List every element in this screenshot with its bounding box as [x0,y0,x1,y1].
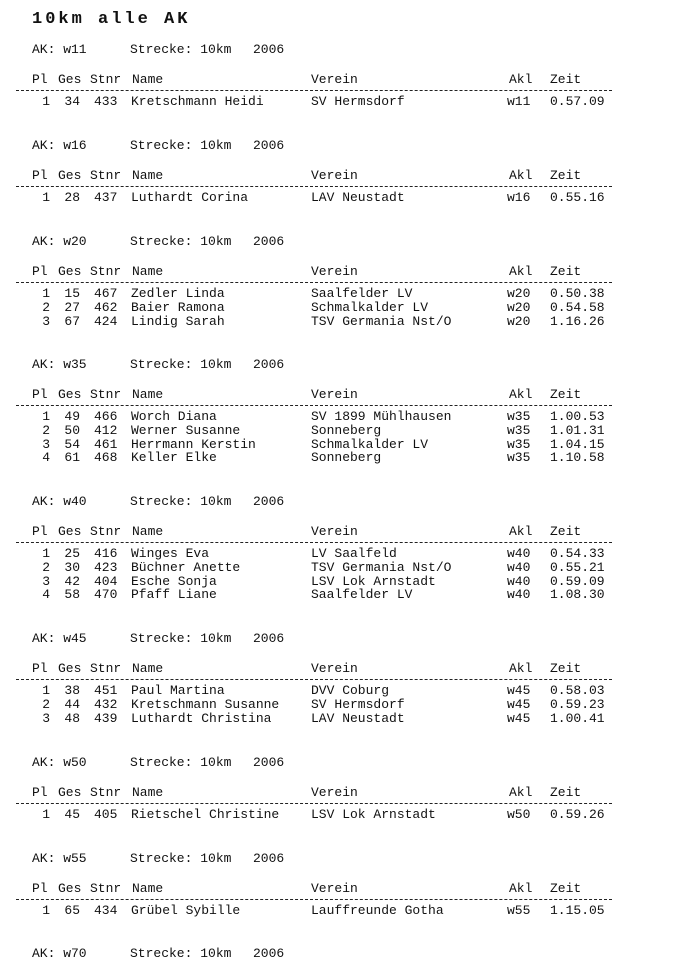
year-label: 2006 [253,755,285,770]
header-pl: Pl [32,524,48,539]
cell-akl: w11 [507,94,531,109]
cell-stnr: 423 [94,559,118,575]
header-ges: Ges [58,387,82,402]
cell-ges: 61 [64,450,80,466]
dashed-divider [16,899,612,900]
age-group-line [32,42,285,57]
cell-ges: 48 [64,710,80,726]
cell-name: Kretschmann Heidi [131,94,264,109]
cell-akl: w35 [507,422,531,438]
cell-name: Rietschel Christine [131,807,280,822]
dashed-divider [16,679,612,680]
cell-stnr: 467 [94,286,118,301]
header-ges: Ges [58,524,82,539]
cell-name: Paul Martina [131,683,225,698]
cell-ges: 42 [64,573,80,589]
header-name: Name [132,661,164,676]
cell-verein: TSV Germania Nst/O [311,313,452,329]
header-verein: Verein [311,785,358,800]
cell-stnr: 462 [94,299,118,315]
cell-akl: w20 [507,313,531,329]
header-verein: Verein [311,881,358,896]
header-akl: Akl [509,524,533,539]
year-label: 2006 [253,851,285,866]
header-stnr: Stnr [90,387,122,402]
cell-zeit: 0.58.03 [550,683,605,698]
cell-akl: w35 [507,436,531,452]
cell-ges: 27 [64,299,80,315]
cell-ges: 50 [64,422,80,438]
age-group-line [32,631,285,646]
column-header [32,168,612,186]
dashed-divider [16,803,612,804]
header-stnr: Stnr [90,264,122,279]
cell-zeit: 0.57.09 [550,94,605,109]
header-zeit: Zeit [550,881,582,896]
cell-pl: 3 [42,313,50,329]
cell-name: Werner Susanne [131,422,241,438]
header-verein: Verein [311,387,358,402]
header-name: Name [132,387,164,402]
column-header [32,524,612,542]
header-stnr: Stnr [90,785,122,800]
header-verein: Verein [311,661,358,676]
cell-zeit: 0.50.38 [550,286,605,301]
cell-verein: Sonneberg [311,422,382,438]
cell-akl: w40 [507,546,531,561]
header-stnr: Stnr [90,524,122,539]
cell-pl: 1 [42,683,50,698]
year-label: 2006 [253,138,285,153]
distance-label: Strecke: 10km [130,42,232,57]
cell-ges: 28 [64,190,80,205]
header-ges: Ges [58,168,82,183]
cell-verein: LSV Lok Arnstadt [311,573,436,589]
age-group-line [32,138,285,153]
cell-name: Luthardt Corina [131,190,249,205]
table-row [0,561,700,575]
cell-akl: w45 [507,696,531,712]
cell-pl: 3 [42,436,50,452]
cell-name: Herrmann Kerstin [131,436,256,452]
cell-pl: 4 [42,450,50,466]
cell-name: Kretschmann Susanne [131,696,280,712]
header-name: Name [132,264,164,279]
cell-akl: w50 [507,807,531,822]
header-verein: Verein [311,264,358,279]
age-class-label: AK: w20 [32,234,87,249]
cell-name: Lindig Sarah [131,313,225,329]
distance-label: Strecke: 10km [130,494,232,509]
header-pl: Pl [32,785,48,800]
cell-pl: 1 [42,903,50,918]
header-akl: Akl [509,881,533,896]
cell-verein: Saalfelder LV [311,286,413,301]
cell-zeit: 0.59.26 [550,807,605,822]
table-row [0,410,700,424]
age-class-label: AK: w35 [32,357,87,372]
age-class-label: AK: w11 [32,42,87,57]
cell-ges: 25 [64,546,80,561]
column-header [32,387,612,405]
cell-zeit: 1.01.31 [550,422,605,438]
cell-verein: Schmalkalder LV [311,299,429,315]
cell-akl: w45 [507,683,531,698]
cell-ges: 44 [64,696,80,712]
cell-akl: w20 [507,299,531,315]
cell-verein: LSV Lok Arnstadt [311,807,436,822]
header-stnr: Stnr [90,72,122,87]
cell-verein: LV Saalfeld [311,546,397,561]
cell-verein: DVV Coburg [311,683,390,698]
cell-zeit: 1.10.58 [550,450,605,466]
cell-stnr: 416 [94,546,118,561]
cell-pl: 1 [42,409,50,424]
year-label: 2006 [253,494,285,509]
header-akl: Akl [509,264,533,279]
age-group-line [32,851,285,866]
cell-zeit: 1.00.41 [550,710,605,726]
cell-name: Pfaff Liane [131,587,217,603]
cell-name: Zedler Linda [131,286,225,301]
cell-zeit: 0.54.33 [550,546,605,561]
year-label: 2006 [253,42,285,57]
header-akl: Akl [509,387,533,402]
column-header [32,661,612,679]
cell-zeit: 1.16.26 [550,313,605,329]
header-name: Name [132,72,164,87]
header-zeit: Zeit [550,524,582,539]
cell-pl: 1 [42,190,50,205]
cell-akl: w45 [507,710,531,726]
age-class-label: AK: w16 [32,138,87,153]
cell-pl: 1 [42,546,50,561]
cell-zeit: 0.54.58 [550,299,605,315]
cell-pl: 1 [42,94,50,109]
header-zeit: Zeit [550,264,582,279]
header-zeit: Zeit [550,168,582,183]
cell-zeit: 1.15.05 [550,903,605,918]
table-row [0,315,700,329]
column-header [32,264,612,282]
table-row [0,287,700,301]
cell-pl: 1 [42,286,50,301]
year-label: 2006 [253,631,285,646]
header-stnr: Stnr [90,881,122,896]
column-header [32,881,612,899]
header-akl: Akl [509,168,533,183]
cell-zeit: 1.00.53 [550,409,605,424]
age-class-label: AK: w55 [32,851,87,866]
cell-stnr: 466 [94,409,118,424]
header-ges: Ges [58,661,82,676]
cell-ges: 67 [64,313,80,329]
cell-verein: SV Hermsdorf [311,94,405,109]
dashed-divider [16,282,612,283]
cell-verein: SV 1899 Mühlhausen [311,409,452,424]
cell-verein: TSV Germania Nst/O [311,559,452,575]
header-pl: Pl [32,168,48,183]
cell-verein: Sonneberg [311,450,382,466]
cell-stnr: 404 [94,573,118,589]
header-zeit: Zeit [550,785,582,800]
table-row [0,698,700,712]
cell-stnr: 432 [94,696,118,712]
header-name: Name [132,881,164,896]
cell-stnr: 439 [94,710,118,726]
header-name: Name [132,168,164,183]
cell-pl: 2 [42,422,50,438]
header-ges: Ges [58,785,82,800]
header-stnr: Stnr [90,661,122,676]
cell-ges: 58 [64,587,80,603]
cell-akl: w40 [507,587,531,603]
cell-name: Worch Diana [131,409,217,424]
cell-verein: Saalfelder LV [311,587,413,603]
table-row [0,808,700,822]
page-title: 10km alle AK [32,10,191,29]
cell-akl: w20 [507,286,531,301]
age-class-label: AK: w70 [32,946,87,961]
cell-name: Baier Ramona [131,299,225,315]
cell-pl: 1 [42,807,50,822]
cell-name: Esche Sonja [131,573,217,589]
cell-zeit: 0.59.09 [550,573,605,589]
cell-stnr: 437 [94,190,118,205]
cell-ges: 45 [64,807,80,822]
cell-verein: SV Hermsdorf [311,696,405,712]
header-verein: Verein [311,524,358,539]
header-verein: Verein [311,168,358,183]
table-row [0,712,700,726]
cell-akl: w16 [507,190,531,205]
distance-label: Strecke: 10km [130,631,232,646]
header-stnr: Stnr [90,168,122,183]
table-row [0,451,700,465]
cell-zeit: 0.55.16 [550,190,605,205]
age-group-line [32,946,285,961]
cell-stnr: 424 [94,313,118,329]
header-name: Name [132,785,164,800]
dashed-divider [16,90,612,91]
cell-ges: 54 [64,436,80,452]
cell-ges: 38 [64,683,80,698]
cell-verein: LAV Neustadt [311,190,405,205]
header-zeit: Zeit [550,661,582,676]
cell-pl: 2 [42,299,50,315]
header-akl: Akl [509,72,533,87]
header-ges: Ges [58,264,82,279]
age-group-line [32,234,285,249]
header-akl: Akl [509,785,533,800]
cell-name: Luthardt Christina [131,710,272,726]
cell-zeit: 1.08.30 [550,587,605,603]
header-name: Name [132,524,164,539]
cell-stnr: 405 [94,807,118,822]
cell-stnr: 470 [94,587,118,603]
cell-verein: Lauffreunde Gotha [311,903,444,918]
header-pl: Pl [32,387,48,402]
cell-pl: 2 [42,696,50,712]
distance-label: Strecke: 10km [130,851,232,866]
table-row [0,95,700,109]
cell-stnr: 461 [94,436,118,452]
cell-stnr: 434 [94,903,118,918]
dashed-divider [16,542,612,543]
cell-akl: w35 [507,450,531,466]
cell-zeit: 1.04.15 [550,436,605,452]
header-ges: Ges [58,881,82,896]
header-verein: Verein [311,72,358,87]
table-row [0,547,700,561]
year-label: 2006 [253,357,285,372]
year-label: 2006 [253,234,285,249]
distance-label: Strecke: 10km [130,357,232,372]
dashed-divider [16,186,612,187]
table-row [0,684,700,698]
cell-ges: 30 [64,559,80,575]
header-akl: Akl [509,661,533,676]
header-pl: Pl [32,264,48,279]
cell-zeit: 0.59.23 [550,696,605,712]
table-row [0,588,700,602]
distance-label: Strecke: 10km [130,946,232,961]
cell-verein: LAV Neustadt [311,710,405,726]
cell-akl: w40 [507,559,531,575]
cell-verein: Schmalkalder LV [311,436,429,452]
age-group-line [32,755,285,770]
header-pl: Pl [32,661,48,676]
table-row [0,424,700,438]
cell-stnr: 433 [94,94,118,109]
age-class-label: AK: w45 [32,631,87,646]
column-header [32,72,612,90]
cell-ges: 49 [64,409,80,424]
cell-zeit: 0.55.21 [550,559,605,575]
year-label: 2006 [253,946,285,961]
cell-pl: 3 [42,573,50,589]
dashed-divider [16,405,612,406]
age-group-line [32,494,285,509]
header-ges: Ges [58,72,82,87]
cell-akl: w35 [507,409,531,424]
table-row [0,191,700,205]
cell-pl: 3 [42,710,50,726]
header-pl: Pl [32,72,48,87]
cell-akl: w40 [507,573,531,589]
age-class-label: AK: w40 [32,494,87,509]
distance-label: Strecke: 10km [130,138,232,153]
cell-name: Keller Elke [131,450,217,466]
table-row [0,904,700,918]
header-zeit: Zeit [550,387,582,402]
age-class-label: AK: w50 [32,755,87,770]
cell-name: Winges Eva [131,546,210,561]
cell-name: Büchner Anette [131,559,241,575]
table-row [0,301,700,315]
header-zeit: Zeit [550,72,582,87]
distance-label: Strecke: 10km [130,234,232,249]
cell-stnr: 451 [94,683,118,698]
cell-ges: 34 [64,94,80,109]
header-pl: Pl [32,881,48,896]
cell-pl: 4 [42,587,50,603]
cell-ges: 65 [64,903,80,918]
cell-ges: 15 [64,286,80,301]
age-group-line [32,357,285,372]
distance-label: Strecke: 10km [130,755,232,770]
column-header [32,785,612,803]
cell-name: Grübel Sybille [131,903,241,918]
cell-pl: 2 [42,559,50,575]
cell-akl: w55 [507,903,531,918]
cell-stnr: 468 [94,450,118,466]
cell-stnr: 412 [94,422,118,438]
